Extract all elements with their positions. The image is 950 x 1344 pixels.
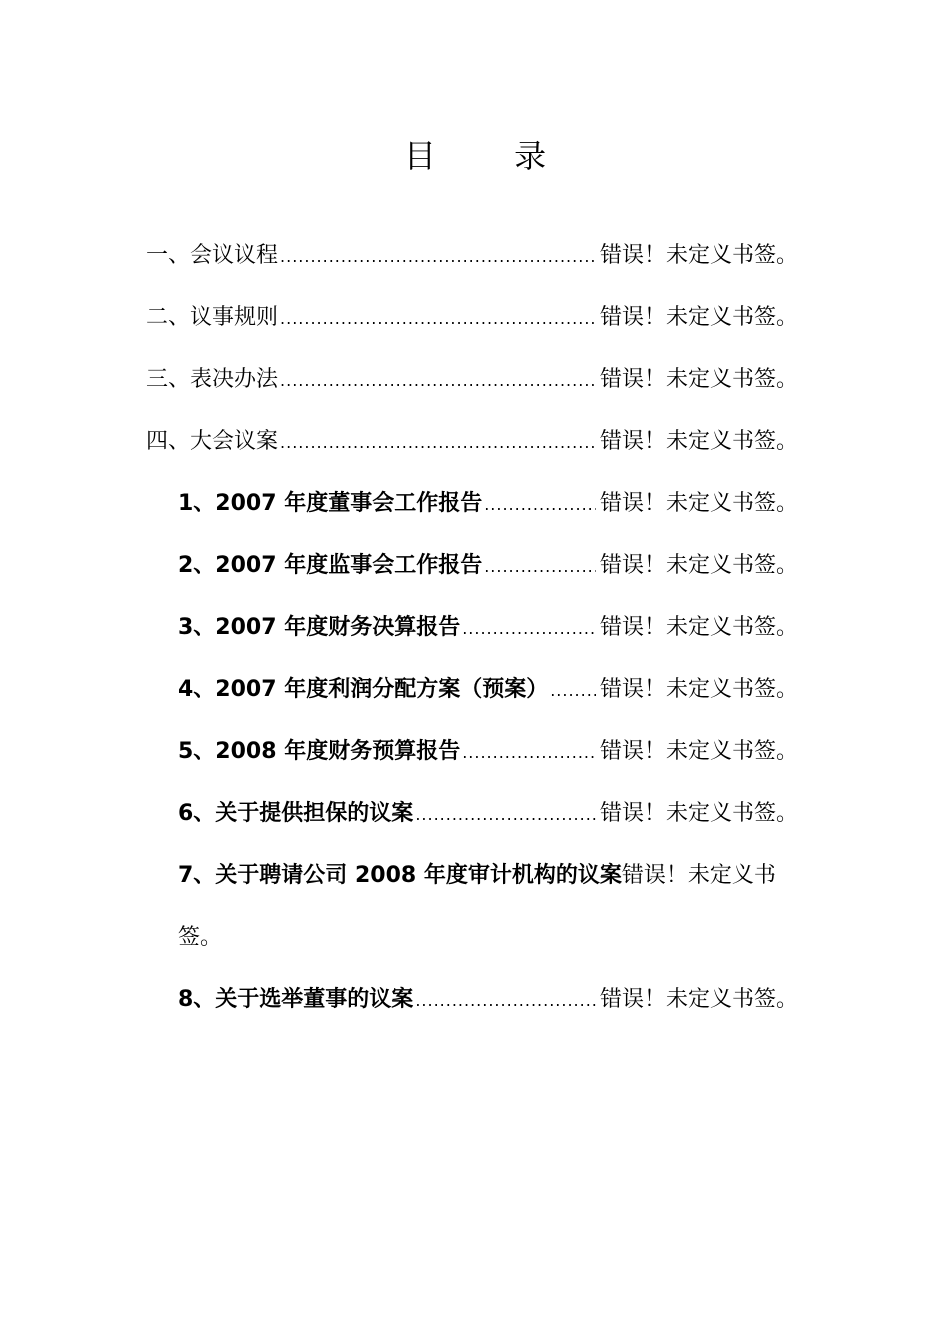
dot-leader bbox=[462, 613, 596, 645]
toc-page-error: 错误！未定义书签。 bbox=[599, 243, 798, 268]
toc-page-error: 错误！未定义书签。 bbox=[599, 367, 798, 392]
toc-entry-budget-report[interactable] bbox=[178, 736, 798, 769]
dot-leader bbox=[550, 675, 596, 707]
toc-page-error: 错误！未定义书签。 bbox=[599, 615, 798, 640]
toc-entry-label: 四、大会议案 bbox=[146, 429, 279, 454]
toc-entry-label: 2、2007 年度监事会工作报告 bbox=[178, 553, 483, 578]
toc-entry-final-accounts[interactable] bbox=[178, 612, 798, 645]
toc-page-error: 错误！未定义书签。 bbox=[599, 429, 798, 454]
toc-entry-board-report[interactable] bbox=[178, 488, 798, 521]
dot-leader bbox=[415, 799, 596, 831]
toc-page-error: 错误！未定义书签。 bbox=[599, 491, 798, 516]
dot-leader bbox=[280, 427, 596, 459]
dot-leader bbox=[415, 985, 596, 1017]
toc-page-error: 错误！未定义书 bbox=[621, 863, 776, 888]
dot-leader bbox=[484, 489, 596, 521]
toc-entry-label: 4、2007 年度利润分配方案（预案） bbox=[178, 677, 549, 702]
toc-entry-label: 1、2007 年度董事会工作报告 bbox=[178, 491, 483, 516]
toc-entry-voting[interactable] bbox=[146, 364, 798, 397]
toc-entry-auditor-continued: 签。 bbox=[178, 925, 223, 950]
toc-page-error: 错误！未定义书签。 bbox=[599, 677, 798, 702]
toc-entry-director-election[interactable] bbox=[178, 984, 798, 1017]
toc-entry-label: 6、关于提供担保的议案 bbox=[178, 801, 414, 826]
dot-leader bbox=[280, 303, 596, 335]
toc-entry-supervisor-report[interactable] bbox=[178, 550, 798, 583]
toc-entry-proposals[interactable] bbox=[146, 426, 798, 459]
toc-page-error: 错误！未定义书签。 bbox=[599, 739, 798, 764]
toc-entry-rules[interactable] bbox=[146, 302, 798, 335]
toc-title: 目 录 bbox=[403, 137, 581, 175]
toc-entry-label: 一、会议议程 bbox=[146, 243, 279, 268]
dot-leader bbox=[462, 737, 596, 769]
toc-entry-label: 3、2007 年度财务决算报告 bbox=[178, 615, 461, 640]
toc-entry-auditor[interactable] bbox=[178, 860, 808, 892]
toc-page-error: 错误！未定义书签。 bbox=[599, 553, 798, 578]
toc-entry-label: 二、议事规则 bbox=[146, 305, 279, 330]
toc-entry-guarantee[interactable] bbox=[178, 798, 798, 831]
toc-entry-label: 三、表决办法 bbox=[146, 367, 279, 392]
toc-entry-label: 7、关于聘请公司 2008 年度审计机构的议案 bbox=[178, 863, 622, 888]
dot-leader bbox=[484, 551, 596, 583]
dot-leader bbox=[280, 365, 596, 397]
toc-page-error: 错误！未定义书签。 bbox=[599, 987, 798, 1012]
toc-entry-meeting-agenda[interactable] bbox=[146, 240, 798, 273]
toc-page-error: 错误！未定义书签。 bbox=[599, 305, 798, 330]
toc-entry-profit-distribution[interactable] bbox=[178, 674, 798, 707]
dot-leader bbox=[280, 241, 596, 273]
toc-entry-label: 5、2008 年度财务预算报告 bbox=[178, 739, 461, 764]
toc-entry-label: 8、关于选举董事的议案 bbox=[178, 987, 414, 1012]
toc-page-error: 错误！未定义书签。 bbox=[599, 801, 798, 826]
